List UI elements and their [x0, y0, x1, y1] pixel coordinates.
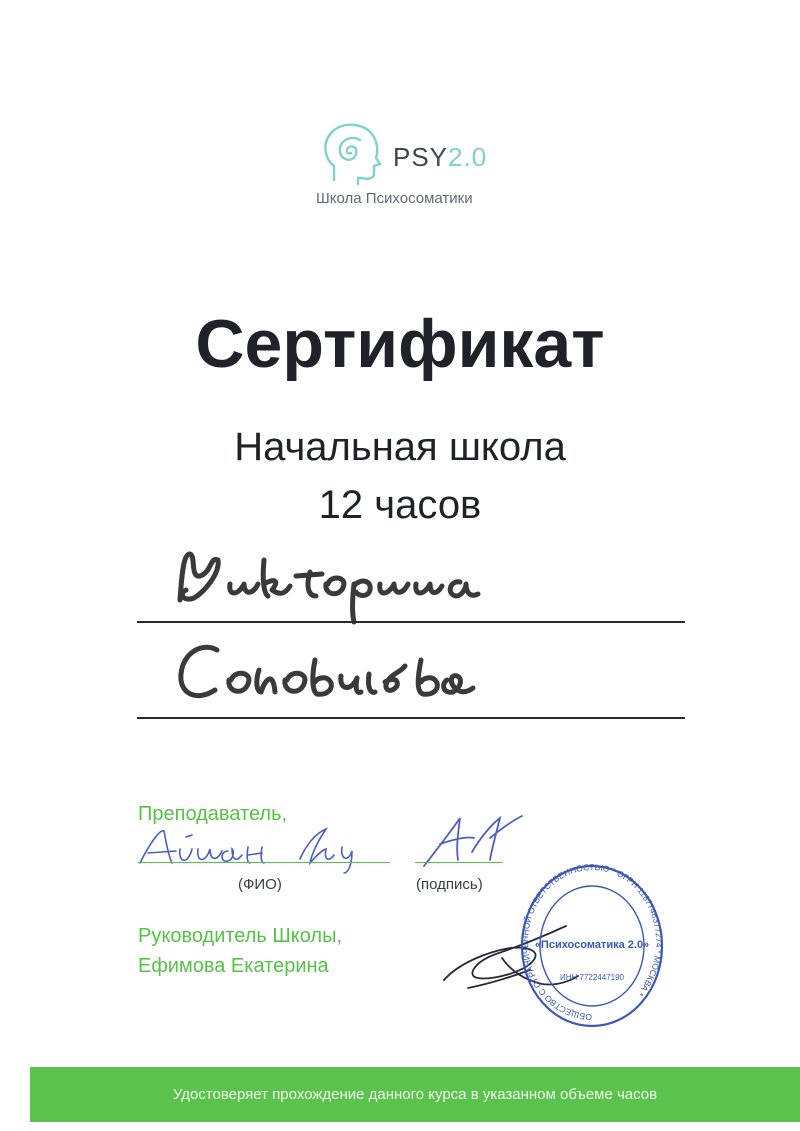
- stamp-inn-text: ИНН 7722447190: [559, 973, 625, 982]
- head-of-school: [138, 921, 342, 981]
- recipient-first-name-handwriting: [160, 540, 520, 625]
- stamp-center-text: «Психосоматика 2.0»: [534, 939, 650, 951]
- recipient-first-name-line: [137, 621, 685, 623]
- recipient-last-name-handwriting: [165, 630, 485, 715]
- teacher-signature-line: [415, 862, 503, 863]
- head-of-school-role: Руководитель Школы,: [138, 925, 342, 947]
- signature-caption: (подпись): [416, 876, 483, 893]
- head-spiral-icon: [316, 118, 386, 188]
- brand-name: [393, 142, 487, 173]
- course-hours: 12 часов: [318, 483, 482, 527]
- company-stamp: [518, 862, 666, 1030]
- teacher-name-line: [138, 862, 390, 863]
- brand-name-main: PSY: [393, 142, 449, 172]
- course-name: Начальная школа: [234, 425, 566, 469]
- brand-name-accent: 2.0: [448, 142, 488, 172]
- footer-bar: [30, 1067, 800, 1122]
- teacher-signature: [418, 808, 528, 870]
- head-of-school-name: Ефимова Екатерина: [138, 955, 329, 977]
- footer-text: Удостоверяет прохождение данного курса в указанном объеме часов: [172, 1086, 658, 1103]
- teacher-name-handwriting: [130, 823, 380, 875]
- teacher-label: Преподаватель,: [138, 803, 288, 825]
- certificate-title: Сертификат: [195, 306, 605, 382]
- recipient-last-name-line: [137, 717, 685, 719]
- fio-caption: (ФИО): [238, 876, 282, 893]
- stamp-ring-text: ОБЩЕСТВО С ОГРАНИЧЕННОЙ ОТВЕТСТВЕННОСТЬЮ * ОГРН 1187746377274 * МОСКВА *: [519, 862, 665, 1023]
- brand-subtitle: Школа Психосоматики: [316, 190, 473, 207]
